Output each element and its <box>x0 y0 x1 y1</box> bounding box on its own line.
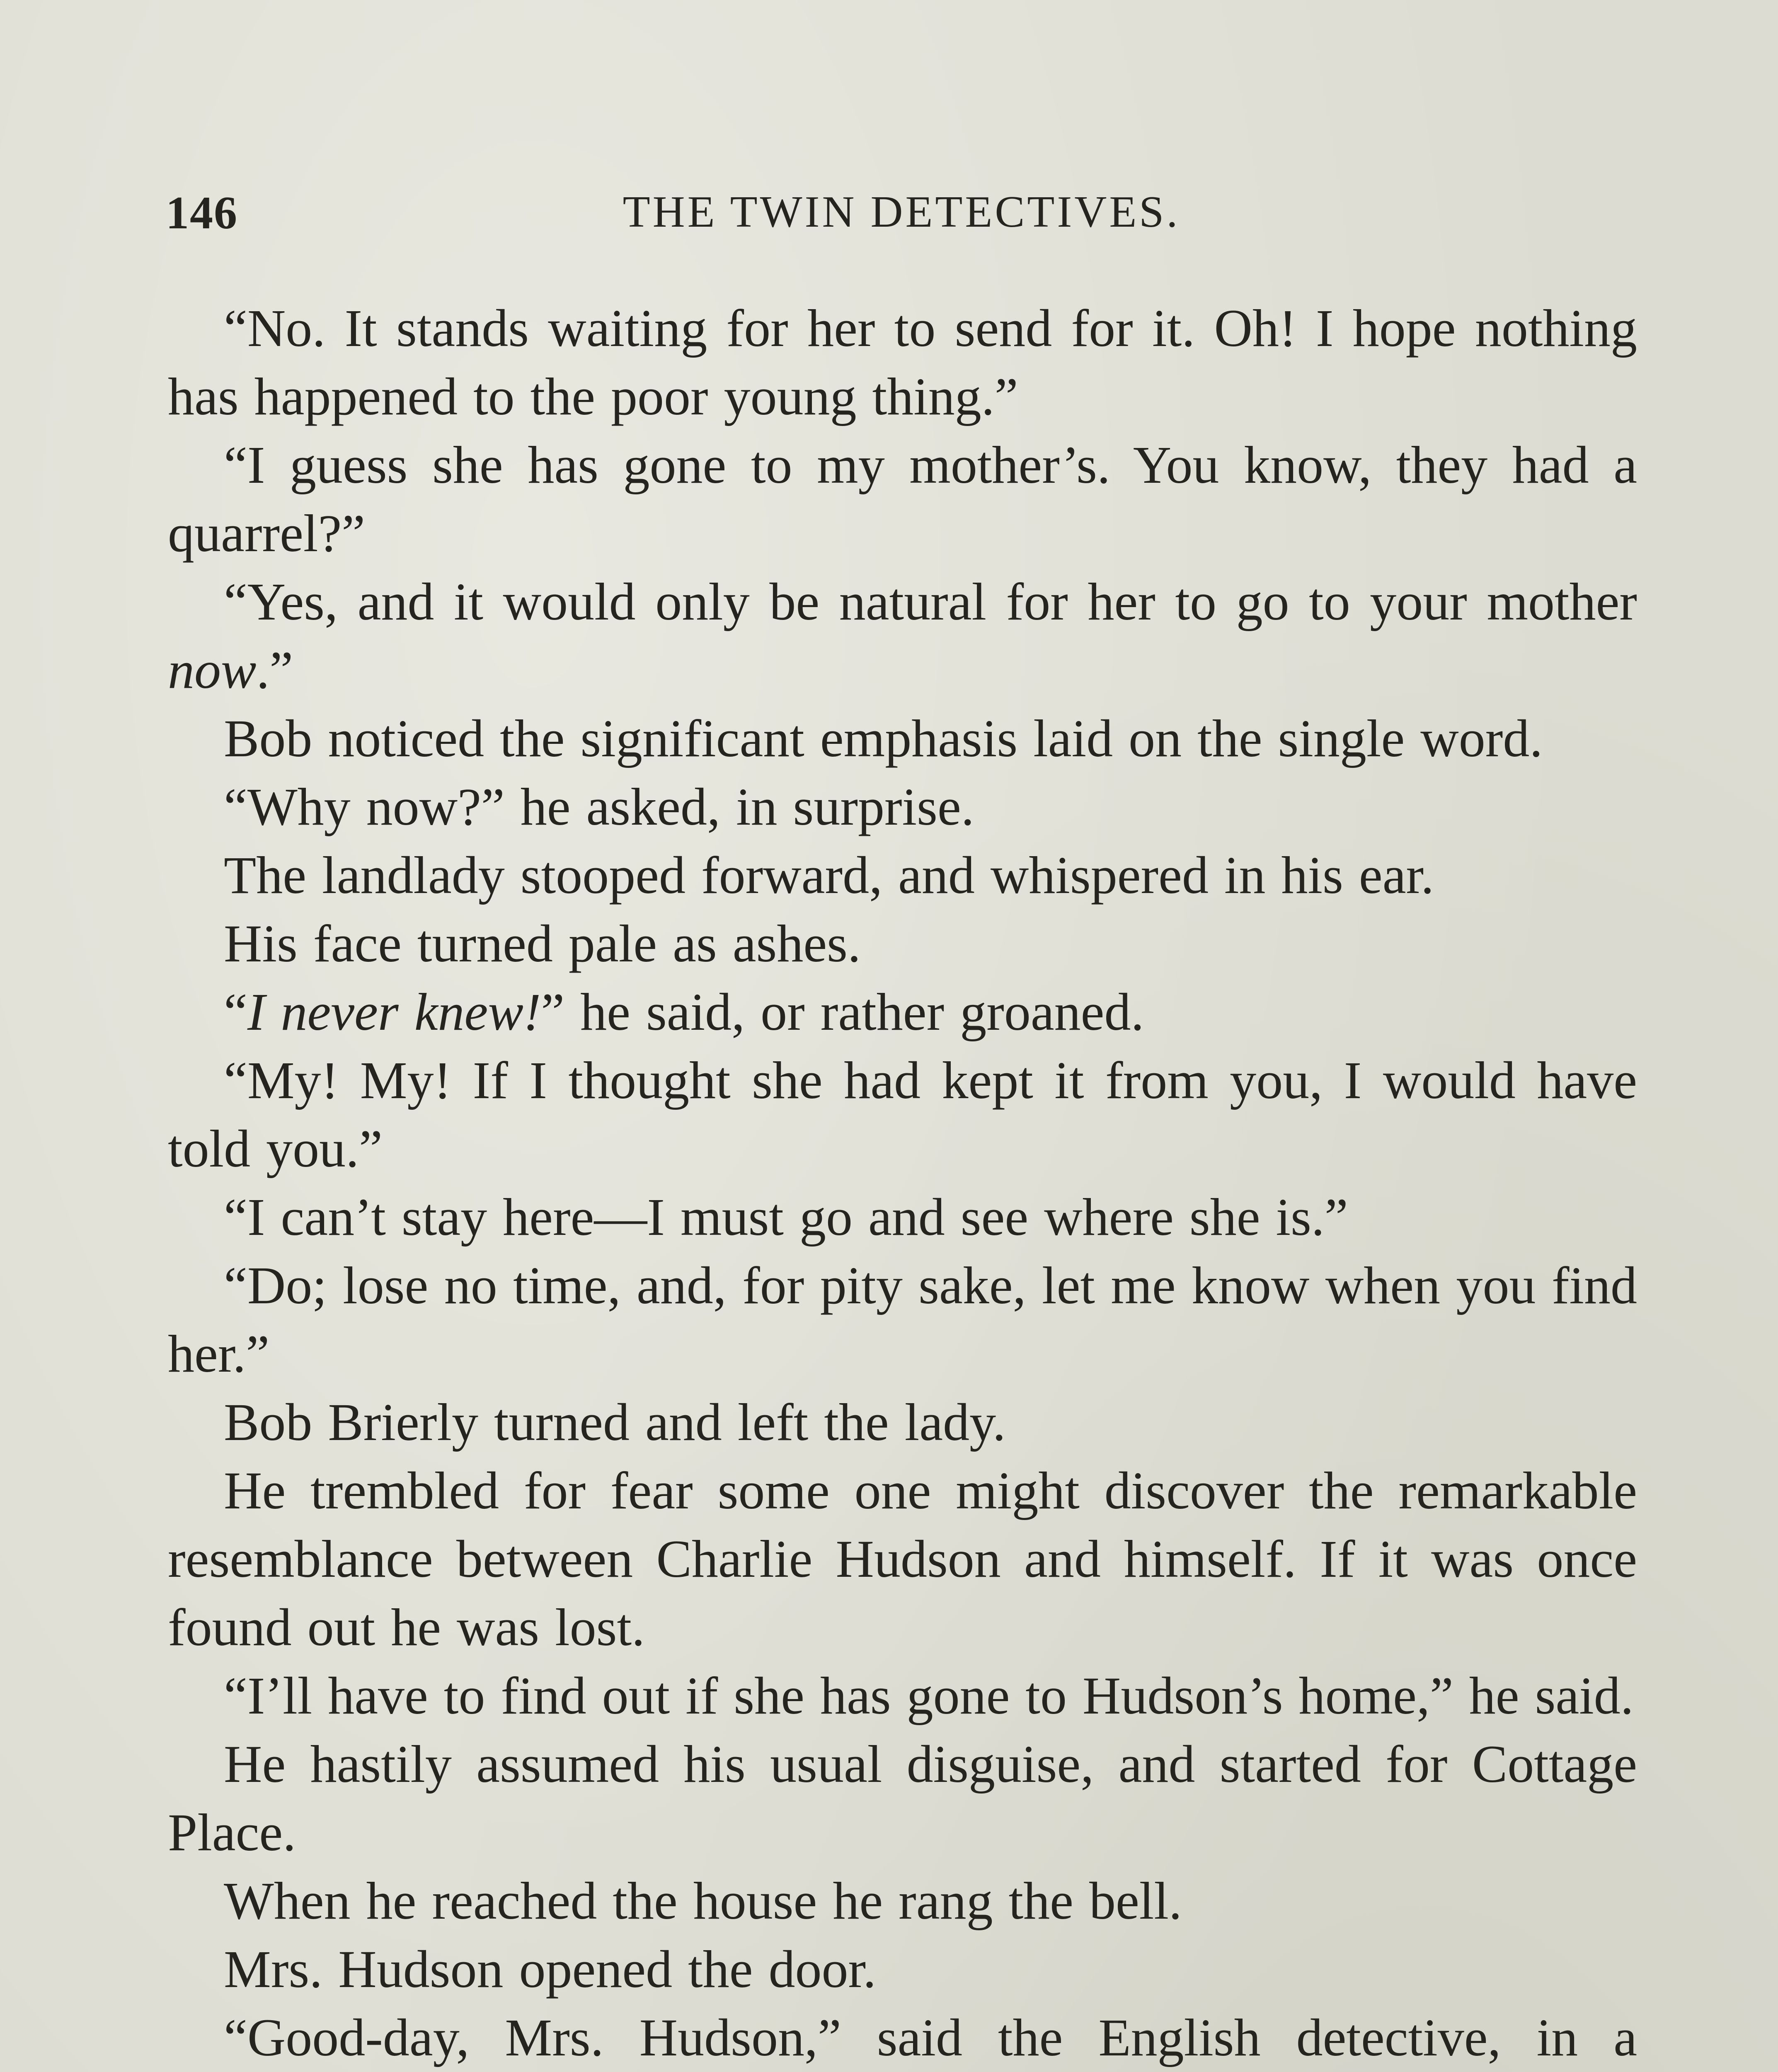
running-title: THE TWIN DETECTIVES. <box>623 187 1180 237</box>
paragraph-text: Bob Brierly turned and left the lady. <box>224 1393 1006 1452</box>
paragraph-text: Bob noticed the significant emphasis laid on the single word. <box>224 709 1543 768</box>
paragraph-text: “Yes, and it would only be natural for her to go to your mother <box>224 572 1637 631</box>
paragraph <box>168 704 1637 773</box>
paragraph-text: “No. It stands waiting for her to send for it. Oh! I hope nothing has happened to the poor young thing.” <box>168 299 1637 426</box>
paragraph <box>168 1457 1637 1662</box>
paragraph-text: When he reached the house he rang the bell. <box>224 1871 1182 1930</box>
italic-text: now <box>168 641 257 700</box>
paragraph <box>168 1935 1637 2004</box>
paragraph <box>168 841 1637 910</box>
paragraph-text: He hastily assumed his usual disguise, and started for Cottage Place. <box>168 1735 1637 1862</box>
italic-text: I never knew! <box>247 983 541 1041</box>
paragraph-text: He trembled for fear some one might discover the remarkable resemblance between Charlie Hudson and himself. If it was once found out he was lost. <box>168 1461 1637 1657</box>
paragraph-text: “Do; lose no time, and, for pity sake, let me know when you find her.” <box>168 1256 1637 1383</box>
paragraph <box>168 1183 1637 1251</box>
paragraph-text: “I guess she has gone to my mother’s. You know, they had a quarrel?” <box>168 436 1637 563</box>
paragraph-text: Mrs. Hudson opened the door. <box>224 1940 877 1999</box>
paragraph <box>168 910 1637 978</box>
body-text <box>168 294 1637 2072</box>
paragraph <box>168 1730 1637 1867</box>
page-header <box>166 186 1637 257</box>
paragraph <box>168 294 1637 431</box>
paragraph <box>168 1867 1637 1935</box>
paragraph <box>168 1046 1637 1183</box>
paragraph <box>168 1251 1637 1388</box>
paragraph <box>168 431 1637 568</box>
paragraph-text: “I’ll have to find out if she has gone to Hudson’s home,” he said. <box>224 1666 1634 1725</box>
paragraph-text: “Good-day, Mrs. Hudson,” said the English detective, in a <box>224 2008 1637 2067</box>
paragraph <box>168 1388 1637 1457</box>
paragraph-text: “My! My! If I thought she had kept it from you, I would have told you.” <box>168 1051 1637 1178</box>
paragraph-text: “ <box>224 983 247 1041</box>
paragraph-text: “Why now?” he asked, in surprise. <box>224 777 974 836</box>
paragraph-text: The landlady stooped forward, and whispered in his ear. <box>224 846 1434 905</box>
paragraph-text: “I can’t stay here—I must go and see where she is.” <box>224 1188 1348 1247</box>
paragraph <box>168 773 1637 841</box>
paragraph-text: .” <box>256 641 293 700</box>
paragraph <box>168 568 1637 704</box>
paragraph <box>168 1662 1637 1730</box>
page-number: 146 <box>166 187 238 239</box>
paragraph <box>168 978 1637 1046</box>
paragraph-text: His face turned pale as ashes. <box>224 914 861 973</box>
paragraph <box>168 2004 1637 2072</box>
paragraph-text: ” he said, or rather groaned. <box>541 983 1144 1041</box>
